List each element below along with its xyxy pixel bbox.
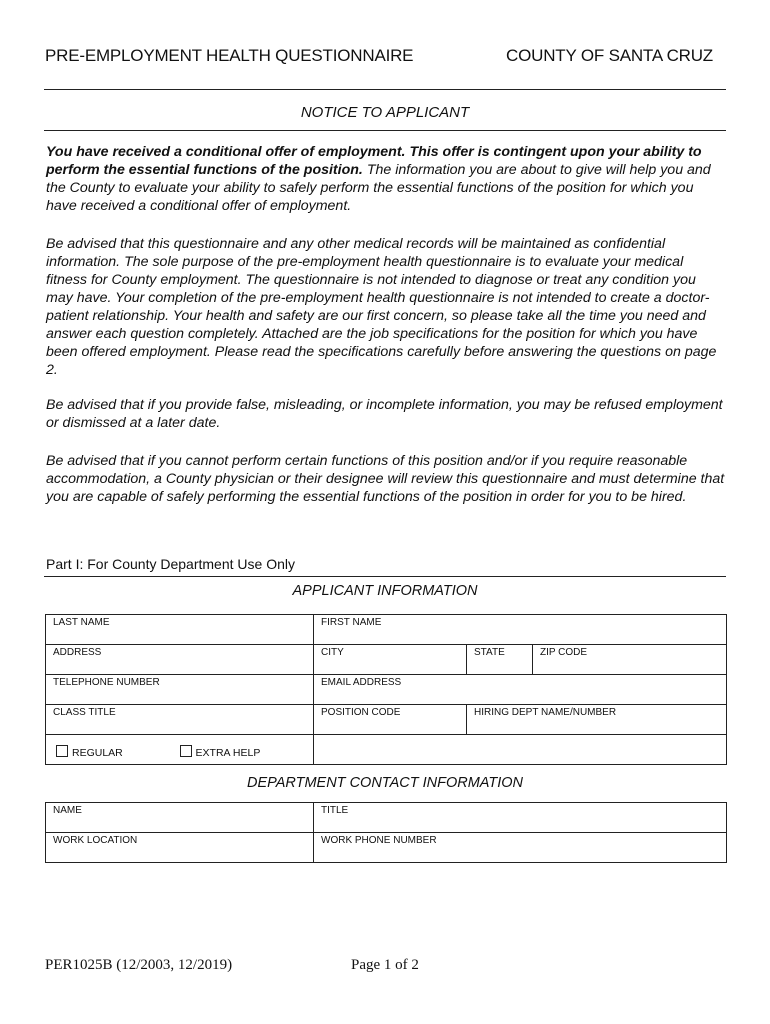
notice-paragraph-1-bold: You have received a conditional offer of employment. This offer is contingent upon your ability to perform the essential functions of the position. <box>46 144 702 178</box>
extra-help-option[interactable] <box>180 745 261 759</box>
email-label: EMAIL ADDRESS <box>321 677 402 688</box>
applicant-info-heading: APPLICANT INFORMATION <box>292 583 478 599</box>
class-title-label: CLASS TITLE <box>53 707 116 718</box>
first-name-field[interactable] <box>314 615 727 645</box>
class-title-field[interactable] <box>46 705 314 735</box>
form-id: PER1025B (12/2003, 12/2019) <box>45 957 233 973</box>
part-1-label: Part I: For County Department Use Only <box>46 556 295 572</box>
city-label: CITY <box>321 647 344 658</box>
notice-paragraph-1-rest: The information you are about to give will help you and the County to evaluate your ability to safely perform the essential functions of the position for which you have received a conditional offer of employment. <box>46 162 711 214</box>
first-name-label: FIRST NAME <box>321 617 382 628</box>
position-code-label: POSITION CODE <box>321 707 401 718</box>
notice-paragraph-1 <box>46 143 726 215</box>
form-title: PRE-EMPLOYMENT HEALTH QUESTIONNAIRE <box>45 46 414 65</box>
department-contact-table <box>45 802 727 863</box>
city-field[interactable] <box>314 645 467 675</box>
notice-paragraph-4: Be advised that if you cannot perform certain functions of this position and/or if you require reasonable accommodation, a County physician or their designee will review this questionnaire and must determine that you are capable of safely performing the essential functions of the position in order for you to be hired. <box>46 453 725 505</box>
last-name-label: LAST NAME <box>53 617 110 628</box>
dept-name-label: NAME <box>53 805 82 816</box>
employment-type-cell <box>46 735 314 765</box>
last-name-field[interactable] <box>46 615 314 645</box>
zip-code-label: ZIP CODE <box>540 647 588 658</box>
extra-help-label: EXTRA HELP <box>195 747 261 759</box>
email-field[interactable] <box>314 675 727 705</box>
dept-title-field[interactable] <box>314 803 727 833</box>
extra-help-checkbox[interactable] <box>180 745 192 757</box>
regular-label: REGULAR <box>72 747 123 759</box>
work-location-label: WORK LOCATION <box>53 835 138 846</box>
county-name: COUNTY OF SANTA CRUZ <box>506 46 713 65</box>
department-contact-heading: DEPARTMENT CONTACT INFORMATION <box>246 775 524 791</box>
hiring-dept-label: HIRING DEPT NAME/NUMBER <box>474 707 617 718</box>
notice-heading: NOTICE TO APPLICANT <box>300 104 470 121</box>
work-location-field[interactable] <box>46 833 314 863</box>
dept-title-label: TITLE <box>321 805 349 816</box>
hiring-dept-field[interactable] <box>467 705 727 735</box>
notice-paragraph-3: Be advised that if you provide false, misleading, or incomplete information, you may be refused employment or dismissed at a later date. <box>46 397 723 431</box>
regular-option[interactable] <box>56 745 123 759</box>
position-code-field[interactable] <box>314 705 467 735</box>
telephone-field[interactable] <box>46 675 314 705</box>
blank-cell <box>314 735 727 765</box>
address-label: ADDRESS <box>53 647 102 658</box>
notice-paragraph-2: Be advised that this questionnaire and any other medical records will be maintained as confidential information. The sole purpose of the pre-employment health questionnaire is to evaluate your medical fitness for County employment. The questionnaire is not intended to diagnose or treat any condition you may have. Your completion of the pre-employment health questionnaire is not intended to create a doctor-patient relationship. Your health and safety are our first concern, so please take all the time you need and answer each question completely. Attached are the job specifications for the position for which you have been offered employment. Please read the specifications carefully before answering the questions on page 2. <box>46 236 717 378</box>
telephone-label: TELEPHONE NUMBER <box>53 677 160 688</box>
page-number: Page 1 of 2 <box>351 957 419 973</box>
state-label: STATE <box>474 647 505 658</box>
zip-code-field[interactable] <box>533 645 727 675</box>
notice-divider <box>44 130 726 131</box>
regular-checkbox[interactable] <box>56 745 68 757</box>
address-field[interactable] <box>46 645 314 675</box>
dept-name-field[interactable] <box>46 803 314 833</box>
header-divider <box>44 89 726 90</box>
applicant-info-table <box>45 614 727 765</box>
part-1-divider <box>44 576 726 577</box>
work-phone-label: WORK PHONE NUMBER <box>321 835 437 846</box>
work-phone-field[interactable] <box>314 833 727 863</box>
state-field[interactable] <box>467 645 533 675</box>
